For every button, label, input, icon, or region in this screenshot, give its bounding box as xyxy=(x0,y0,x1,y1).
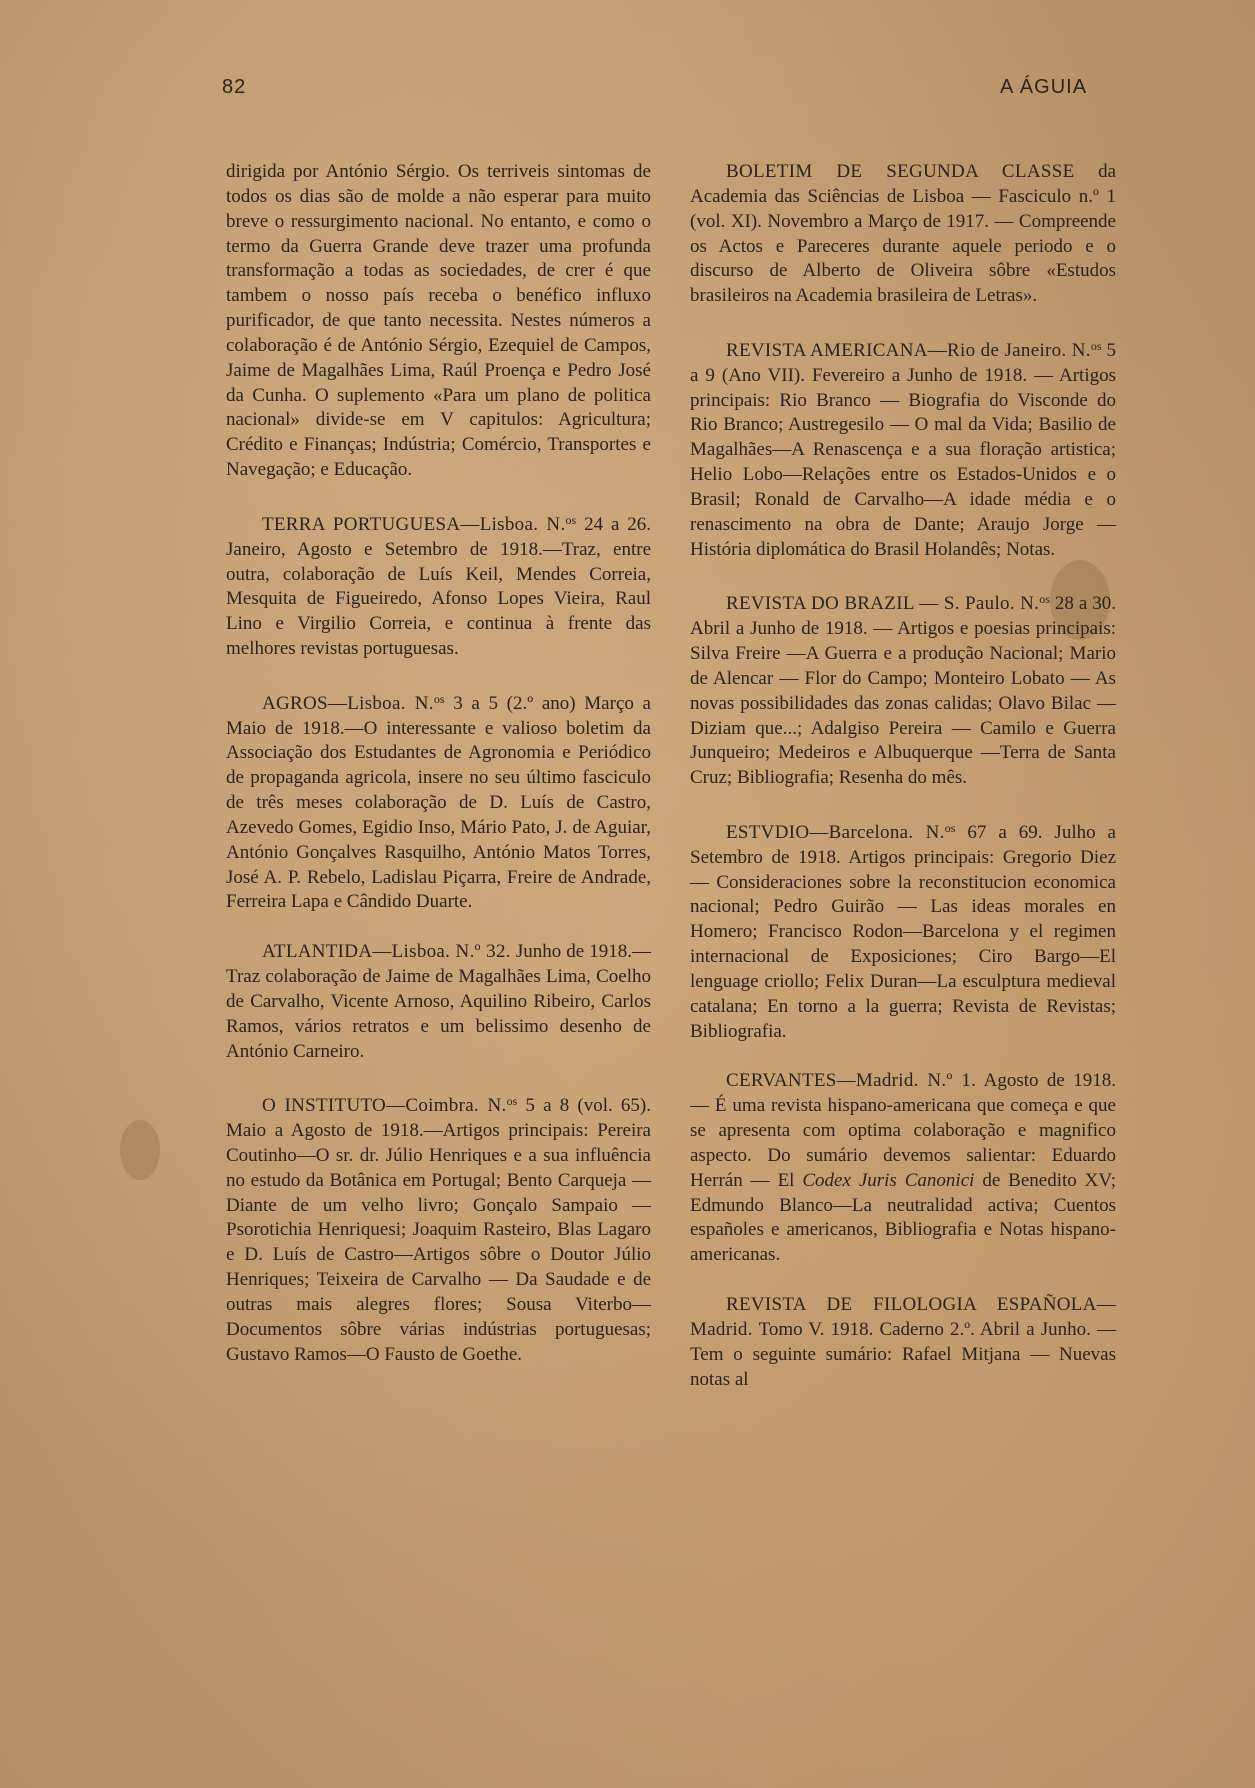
entry-body: 24 a 26. Janeiro, Agosto e Setembro de 1918.—Traz, entre outra, colaboração de Luís Keil, Mendes Correia, Mesquita de Figueiredo, Afonso Lopes Vieira, Raul Lino e Virgilio Correia, e continua à frente das melhores revistas portuguesas. xyxy=(226,513,652,660)
entry-body: 67 a 69. Julho a Setembro de 1918. Artigos principais: Gregorio Diez — Consideraciones sobre la reconstitucion economica nacional; Pedro Guirão — Las ideas morales en Homero; Francisco Rodon—Barcelona y el regimen internacional de Exposiciones; Ciro Bargo—El lenguage criollo; Felix Duran—La esculptura medieval catalana; En torno a la guerra; Revista de Revistas; Bibliografia. xyxy=(690,821,1116,1042)
entry-body: Tomo V. 1918. Caderno 2.º. Abril a Junho. — Tem o seguinte sumário: Rafael Mitjana — Nuevas notas al xyxy=(690,1318,1116,1390)
continued-paragraph: dirigida por António Sérgio. Os terriveis sintomas de todos os dias são de molde a não esperar para muito breve o ressurgimento nacional. No entanto, e como o termo da Guerra Grande deve trazer uma profunda transformação a todas as sociedades, de crer é que tambem o nosso país receba o benéfico influxo purificador, de que tanto necessita. Nestes números a colaboração é de António Sérgio, Ezequiel de Campos, Jaime de Magalhães Lima, Raúl Proença e Pedro José da Cunha. O suplemento «Para um plano de politica nacional» divide-se em V capitulos: Agricultura; Crédito e Finanças; Indústria; Comércio, Transportes e Navegação; e Educação. xyxy=(226,161,651,481)
entry-body: 5 a 9 (Ano VII). Fevereiro a Junho de 1918. — Artigos principais: Rio Branco — Biografia do Visconde do Rio Branco; Austregesilo — O mal da Vida; Basilio de Magalhães—A Renascença e a sua floração artistica; Helio Lobo—Relações entre os Estados-Unidos e o Brasil; Ronald de Carvalho—A idade média e o renascimento na obra de Dante; Araujo Jorge — História diplomática do Brasil Holandês; Notas. xyxy=(690,339,1117,560)
entry-superscript: os xyxy=(506,1094,518,1109)
review-entry xyxy=(226,1089,651,1367)
entry-title: REVISTA DO BRAZIL — S. Paulo. N. xyxy=(726,593,1040,615)
entry-superscript: os xyxy=(433,691,445,706)
entry-body: da Academia das Sciências de Lisboa — Fasciculo n.º 1 (vol. XI). Novembro a Março de 1917. — Compreende os Actos e Pareceres durante aquele periodo e o discurso de Alberto de Oliveira sôbre «Estudos brasileiros na Academia brasileira de Letras». xyxy=(690,161,1116,307)
review-entry xyxy=(226,940,651,1064)
paper-stain xyxy=(120,1120,160,1180)
entry-superscript: os xyxy=(944,820,956,835)
entry-title: TERRA PORTUGUESA—Lisboa. N. xyxy=(262,513,566,535)
entry-title: REVISTA DE FILOLOGIA ESPAÑOLA—Madrid. xyxy=(690,1293,1116,1340)
entry-italic-title: Codex Juris Canonici xyxy=(802,1169,975,1191)
entry-title: AGROS—Lisboa. N. xyxy=(262,692,434,714)
entry-body: 5 a 8 (vol. 65). Maio a Agosto de 1918.—Artigos principais: Pereira Coutinho—O sr. dr. Júlio Henriques e a sua influência no estudo da Botânica em Portugal; Bento Carqueja — Diante de um velho livro; Gonçalo Sampaio — Psorotichia Henriquesi; Joaquim Rasteiro, Blas Lagaro e D. Luís de Castro—Artigos sôbre o Doutor Júlio Henriques; Teixeira de Carvalho — Da Saudade e de outras mais alegres flores; Sousa Viterbo—Documentos sôbre várias indústrias portuguesas; Gustavo Ramos—O Fausto de Goethe. xyxy=(226,1095,651,1365)
review-entry xyxy=(690,587,1116,791)
review-entry xyxy=(690,334,1116,563)
review-entry xyxy=(690,160,1116,309)
page-number: 82 xyxy=(222,76,247,98)
entry-title: ESTVDIO—Barcelona. N. xyxy=(726,821,945,843)
entry-body: de Benedito XV; Edmundo Blanco—La neutralidad activa; Cuentos españoles e americanos, Bibliografia e Notas hispano-americanas. xyxy=(690,1169,1116,1266)
review-entry xyxy=(226,508,651,662)
review-entry xyxy=(226,687,651,916)
review-entry xyxy=(690,1293,1116,1392)
entry-body: Agosto de 1918. — É uma revista hispano-americana que começa e que se apresenta com optima colaboração e magnifico aspecto. Do sumário devemos salientar: Eduardo Herrán — El xyxy=(690,1070,1117,1191)
left-column xyxy=(226,160,651,1368)
entry-superscript: os xyxy=(1039,592,1050,607)
entry-title: BOLETIM DE SEGUNDA CLASSE xyxy=(726,161,1075,182)
entry-superscript: os xyxy=(1090,338,1102,353)
entry-title: ATLANTIDA—Lisboa. N.º 32. xyxy=(262,941,511,963)
entry-body: Junho de 1918.—Traz colaboração de Jaime de Magalhães Lima, Coelho de Carvalho, Vicente Arnoso, Aquilino Ribeiro, Carlos Ramos, vários retratos e um belissimo desenho de António Carneiro. xyxy=(226,941,651,1062)
running-title: A ÁGUIA xyxy=(1000,76,1088,98)
right-column xyxy=(690,160,1116,1392)
review-entry xyxy=(690,816,1116,1045)
review-entry xyxy=(690,1069,1116,1268)
entry-title: CERVANTES—Madrid. N.º 1. xyxy=(726,1070,977,1092)
entry-title: O INSTITUTO—Coimbra. N. xyxy=(262,1095,507,1117)
entry-superscript: os xyxy=(565,512,577,527)
entry-body: 3 a 5 (2.º ano) Março a Maio de 1918.—O interessante e valioso boletim da Associação dos Estudantes de Agronomia e Periódico de propaganda agricola, insere no seu último fasciculo de três meses colaboração de D. Luís de Castro, Azevedo Gomes, Egidio Inso, Mário Pato, J. de Aguiar, António Gonçalves Rasquilho, António Matos Torres, José A. P. Rebelo, Ladislau Piçarra, Freire de Andrade, Ferreira Lapa e Cândido Duarte. xyxy=(226,692,651,913)
entry-body: 28 a 30. Abril a Junho de 1918. — Artigos e poesias principais: Silva Freire —A Guerra e a produção Nacional; Mario de Alencar — Flor do Campo; Monteiro Lobato — As novas possibilidades das zonas calidas; Olavo Bilac — Diziam que...; Adalgiso Pereira — Camilo e Guerra Junqueiro; Medeiros e Albuquerque —Terra de Santa Cruz; Bibliografia; Resenha do mês. xyxy=(690,593,1116,789)
entry-title: REVISTA AMERICANA—Rio de Janeiro. N. xyxy=(726,339,1091,361)
